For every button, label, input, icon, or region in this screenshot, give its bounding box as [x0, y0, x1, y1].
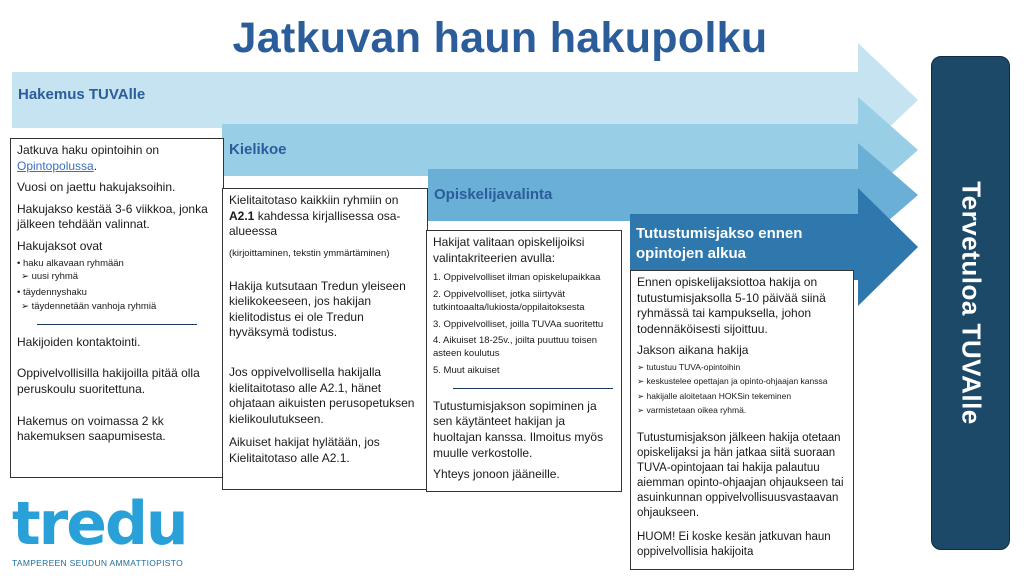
box3-criteria-list — [433, 272, 615, 378]
box3-trial: Tutustumisjakson sopiminen ja sen käytänteet hakijan ja huoltajan kanssa. Ilmoitus myös muulle verkostolle. — [433, 398, 604, 460]
box3-intro: Hakijat valitaan opiskelijoiksi valintakriteerien avulla: — [433, 235, 585, 265]
list-item: 5. Muut aikuiset — [433, 365, 500, 377]
welcome-box — [931, 56, 1010, 550]
box4-during: Jakson aikana hakija — [637, 343, 749, 358]
list-item: 1. Oppivelvolliset ilman opiskelupaikkaa — [433, 272, 601, 284]
list-item: 3. Oppivelvolliset, joilla TUVAa suoritettu — [433, 318, 604, 330]
box1-contact: Hakijoiden kontaktointi. — [17, 334, 141, 349]
box2-level-detail: (kirjoittaminen, tekstin ymmärtäminen) — [229, 247, 390, 259]
list-item: 2. Oppivelvolliset, jotka siirtyvät tutkintoaalta/lukiosta/oppilaitoksesta — [433, 289, 585, 313]
box1-duration: Hakujakso kestää 3-6 viikkoa, jonka jälkeen tehdään valinnat. — [17, 201, 208, 232]
list-item: ➢ tutustuu TUVA-opintoihin — [637, 361, 741, 372]
box2-adults: Aikuiset hakijat hylätään, jos Kielitaitotaso alle A2.1. — [229, 435, 380, 465]
welcome-text: Tervetuloa TUVAlle — [956, 181, 986, 425]
box3-queue: Yhteys jonoon jääneille. — [433, 467, 560, 482]
list-item: ➢ täydennetään vanhoja ryhmiä — [21, 301, 157, 312]
box1-periods-heading: Hakujaksot ovat — [17, 238, 103, 253]
list-item: • täydennyshaku — [17, 287, 87, 299]
list-item: ➢ hakijalle aloitetaan HOKSin tekeminen — [637, 390, 792, 401]
stage-label-kielikoe: Kielikoe — [229, 141, 287, 158]
box-kielikoe — [222, 188, 428, 490]
box4-activity-list — [637, 362, 847, 417]
box4-intro: Ennen opiskelijaksiottoa hakija on tutustumisjaksolla 5-10 päivää siinä ryhmässä tai kampuksella, johon todennäköisesti sijoittuu. — [637, 275, 826, 336]
box4-note: HUOM! Ei koske kesän jatkuvan haun oppivelvollisia hakijoita — [637, 531, 831, 559]
divider — [37, 324, 197, 325]
box1-validity: Hakemus on voimassa 2 kk hakemuksen saapumisesta. — [17, 413, 166, 444]
stage-label-hakemus: Hakemus TUVAlle — [18, 86, 146, 103]
box2-invite: Hakija kutsutaan Tredun yleiseen kielikokeeseen, jos hakijan kielitodistus ei ole Tredun hyväksymä todistus. — [229, 278, 406, 340]
tredu-logo: tredu — [12, 489, 187, 559]
page-title: Jatkuvan haun hakupolku — [232, 14, 768, 62]
box-opiskelijavalinta — [426, 230, 622, 492]
box2-minors: Jos oppivelvollisella hakijalla kielitaitotaso alle A2.1, hänet ohjataan aikuisten perusopetuksen kielikoulutukseen. — [229, 364, 415, 426]
box2-level: Kielitaitotaso kaikkiin ryhmiin on A2.1 kahdessa kirjallisessa osa-alueessa — [229, 193, 401, 239]
list-item: 4. Aikuiset 18-25v., joilta puuttuu toisen asteen koulutus — [433, 335, 598, 360]
box1-intro: Jatkuva haku opintoihin on Opintopolussa. — [17, 143, 160, 173]
list-item: ➢ varmistetaan oikea ryhmä. — [637, 405, 747, 416]
box4-after: Tutustumisjakson jälkeen hakija otetaan opiskelijaksi ja hän jatkaa siitä suoraan TUVA-opintojaan tai hakija palautuu aiemman opinto-ohjaajan ohjaukseen tai asuinkunnan oppivelvollisuusvastaavan ohjaukseen. — [637, 431, 844, 519]
stage-label-tutustumisjakso: Tutustumisjakso ennen opintojen alkua — [636, 225, 803, 262]
list-item: ➢ keskustelee opettajan ja opinto-ohjaajan kanssa — [637, 376, 828, 387]
box1-year: Vuosi on jaettu hakujaksoihin. — [17, 180, 176, 195]
opintopolku-link[interactable]: Opintopolussa — [17, 158, 94, 173]
tredu-logo-subtitle: TAMPEREEN SEUDUN AMMATTIOPISTO — [12, 558, 183, 568]
box-tutustumisjakso — [630, 270, 854, 570]
list-item: • haku alkavaan ryhmään — [17, 257, 124, 269]
box-hakemus — [10, 138, 224, 478]
box1-period-list — [17, 258, 217, 314]
box1-requirement: Oppivelvollisilla hakijoilla pitää olla peruskoulu suoritettuna. — [17, 366, 200, 396]
divider — [453, 388, 613, 389]
list-item: ➢ uusi ryhmä — [21, 271, 79, 283]
stage-label-opiskelijavalinta: Opiskelijavalinta — [434, 186, 553, 203]
